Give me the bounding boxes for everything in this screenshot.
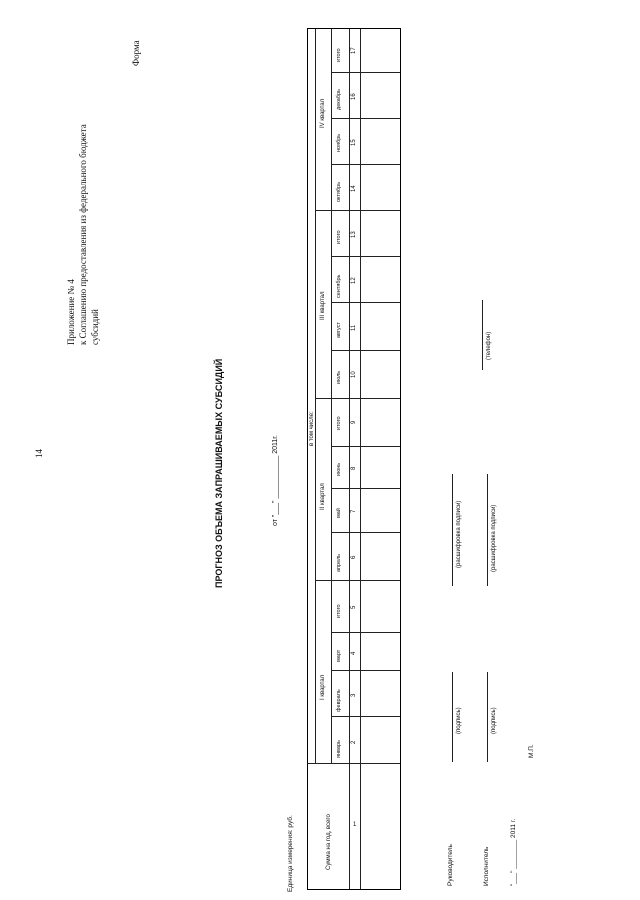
month-header: октябрь <box>336 181 342 202</box>
executor-sign-line <box>487 672 488 762</box>
col-number: 11 <box>351 324 357 331</box>
month-header: август <box>336 322 342 338</box>
q4-header: IV квартал <box>320 98 326 128</box>
page-number: 14 <box>34 449 44 458</box>
col-number: 13 <box>351 231 357 238</box>
col-number: 6 <box>351 555 357 559</box>
month-header: апрель <box>336 553 342 572</box>
incl-header: в том числе: <box>309 411 315 446</box>
month-header: март <box>336 649 342 662</box>
phone-line <box>482 300 483 370</box>
month-header: июнь <box>336 462 342 476</box>
head-decode-line <box>452 474 453 586</box>
month-header: декабрь <box>336 89 342 110</box>
month-header: ноябрь <box>336 133 342 152</box>
form-label: Форма <box>131 40 141 66</box>
col-total-header: Сумма на год, всего <box>326 814 332 870</box>
col-number: 4 <box>351 651 357 655</box>
annex-line-2: к Соглашению предоставления из федерального бюджета <box>78 124 88 345</box>
head-decode-caption: (расшифровка подписи) <box>456 500 462 568</box>
annex-line-1: Приложение № 4 <box>66 279 76 345</box>
annex-line-3: субсидий <box>90 309 100 345</box>
col-number: 10 <box>351 371 357 378</box>
col-number: 5 <box>351 605 357 609</box>
date-line: от "___" ___________ 2011г. <box>272 435 279 526</box>
month-header: итого <box>336 604 342 618</box>
month-header: май <box>336 508 342 518</box>
seal-label: М.П. <box>528 744 535 758</box>
month-header: итого <box>336 230 342 244</box>
q1-header: I квартал <box>320 674 326 700</box>
col-number: 3 <box>351 693 357 697</box>
phone-caption: (телефон) <box>486 331 492 360</box>
q2-header: II квартал <box>320 483 326 510</box>
head-sign-caption: (подпись) <box>456 707 462 734</box>
head-sign-line <box>452 672 453 762</box>
executor-sign-caption: (подпись) <box>491 707 497 734</box>
document-title: ПРОГНОЗ ОБЪЕМА ЗАПРАШИВАЕМЫХ СУБСИДИЙ <box>214 358 224 588</box>
executor-decode-line <box>487 474 488 586</box>
month-header: сентябрь <box>336 274 342 298</box>
col-number: 8 <box>351 466 357 470</box>
col-number: 15 <box>351 139 357 146</box>
col-number: 2 <box>351 740 357 744</box>
executor-decode-caption: (расшифровка подписи) <box>491 504 497 572</box>
col-number: 1 <box>353 822 357 828</box>
col-number: 7 <box>351 509 357 513</box>
q3-header: III квартал <box>320 291 326 320</box>
col-number: 14 <box>351 185 357 192</box>
month-header: итого <box>336 416 342 430</box>
executor-label: Исполнитель <box>483 846 490 886</box>
month-header: итого <box>336 48 342 62</box>
head-label: Руководитель <box>447 844 454 886</box>
col-number: 16 <box>351 93 357 100</box>
month-header: февраль <box>336 689 342 712</box>
col-number: 12 <box>351 277 357 284</box>
month-header: январь <box>336 740 342 758</box>
unit-label: Единица измерения: руб. <box>287 815 294 892</box>
col-number: 9 <box>351 420 357 424</box>
month-header: июль <box>336 370 342 384</box>
col-number: 17 <box>351 47 357 54</box>
signature-date: "___" ________ 2011 г. <box>510 818 517 886</box>
